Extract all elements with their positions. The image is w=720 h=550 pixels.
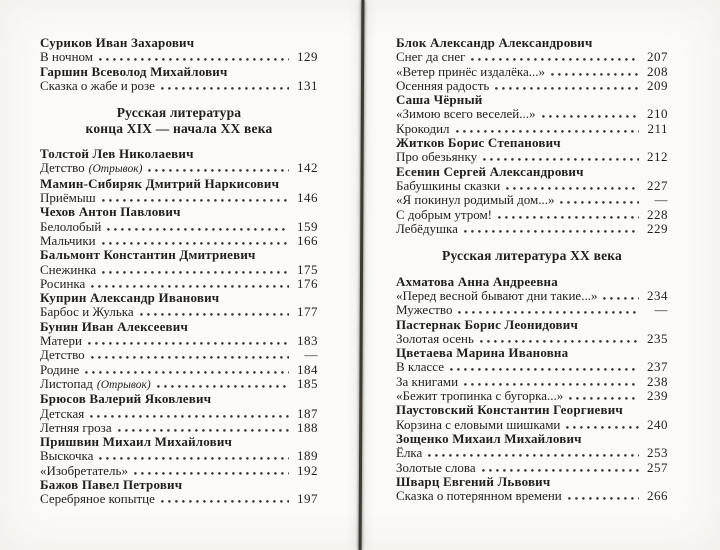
- dot-leader: [560, 201, 639, 204]
- dot-leader: [102, 271, 289, 274]
- right-page-toc: [396, 36, 668, 503]
- toc-entry-row: [396, 489, 668, 503]
- toc-author-row: [396, 165, 668, 179]
- toc-author-row: [396, 93, 668, 107]
- toc-author-row: [396, 36, 668, 50]
- toc-entry-row: [40, 449, 318, 463]
- author-name: Пастернак Борис Леонидович: [396, 316, 578, 332]
- work-title: Выскочка: [40, 448, 94, 464]
- toc-entry-row: [40, 220, 318, 234]
- page-number: 197: [297, 491, 318, 507]
- page-number: 183: [297, 333, 318, 349]
- work-title: «Бежит тропинка с бугорка...»: [396, 388, 564, 404]
- dot-leader: [102, 242, 289, 245]
- toc-entry-row: [396, 208, 668, 222]
- toc-entry-row: [40, 348, 318, 362]
- work-title: Золотые слова: [396, 459, 476, 475]
- work-title: Белолобый: [40, 218, 102, 234]
- toc-entry-row: [40, 334, 318, 348]
- work-title: «Перед весной бывают дни такие...»: [396, 287, 598, 303]
- toc-entry-row: [40, 377, 318, 392]
- author-name: Чехов Антон Павлович: [40, 204, 181, 220]
- toc-author-row: [40, 435, 318, 449]
- work-title: Про обезьянку: [396, 149, 478, 165]
- dot-leader: [91, 285, 289, 288]
- dot-leader: [88, 342, 289, 345]
- work-title: Детство: [40, 347, 85, 363]
- page-number: 187: [297, 405, 318, 421]
- dot-leader: [161, 87, 289, 90]
- toc-author-row: [396, 136, 668, 150]
- toc-entry-row: [40, 50, 318, 64]
- page-number: 207: [647, 49, 668, 65]
- page-number: 228: [647, 206, 668, 222]
- left-page-toc: [40, 36, 318, 507]
- toc-entry-row: [396, 446, 668, 460]
- dot-leader: [134, 472, 289, 475]
- toc-author-row: [40, 248, 318, 262]
- author-name: Пришвин Михаил Михайлович: [40, 434, 233, 450]
- toc-entry-row: [40, 79, 318, 93]
- work-title: Крокодил: [396, 120, 450, 136]
- dot-leader: [482, 469, 639, 472]
- work-title-note: (Отрывок): [88, 163, 143, 176]
- page-number: 142: [297, 160, 318, 176]
- author-name: Блок Александр Александрович: [396, 35, 593, 50]
- toc-entry-row: [40, 407, 318, 421]
- work-title: За книгами: [396, 373, 459, 389]
- work-title: «Ветер принёс издалёка...»: [396, 63, 546, 79]
- page-number: —: [654, 302, 668, 318]
- work-title: Барбос и Жулька: [40, 304, 134, 320]
- toc-entry-row: [396, 122, 668, 136]
- author-name: Бажов Павел Петрович: [40, 477, 183, 493]
- toc-author-row: [396, 432, 668, 446]
- page-number: 257: [647, 459, 668, 475]
- toc-entry-row: [40, 421, 318, 435]
- dot-leader: [542, 115, 640, 118]
- toc-entry-row: [396, 50, 668, 64]
- dot-leader: [140, 313, 289, 316]
- toc-entry-row: [396, 193, 668, 207]
- toc-entry-row: [396, 179, 668, 193]
- work-title: Мальчики: [40, 232, 96, 248]
- toc-entry-row: [396, 79, 668, 93]
- toc-author-row: [40, 291, 318, 305]
- author-name: Толстой Лев Николаевич: [40, 146, 194, 162]
- book-gutter: [359, 0, 365, 550]
- work-title: Снежинка: [40, 261, 97, 277]
- toc-author-row: [396, 346, 668, 360]
- toc-entry-row: [40, 161, 318, 176]
- toc-entry-row: [396, 418, 668, 432]
- work-title: Серебряное копытце: [40, 491, 155, 507]
- work-title: Матери: [40, 333, 82, 349]
- dot-leader: [102, 199, 289, 202]
- toc-entry-row: [396, 107, 668, 121]
- dot-leader: [464, 230, 639, 233]
- author-name: Саша Чёрный: [396, 92, 483, 108]
- toc-author-row: [40, 320, 318, 334]
- page-number: 210: [647, 106, 668, 122]
- toc-author-row: [396, 318, 668, 332]
- toc-author-row: [40, 36, 318, 50]
- work-title: В классе: [396, 359, 444, 375]
- page-number: 129: [297, 49, 318, 65]
- toc-entry-row: [40, 263, 318, 277]
- toc-author-row: [40, 65, 318, 79]
- dot-leader: [483, 158, 639, 161]
- work-title: В ночном: [40, 49, 94, 65]
- dot-leader: [148, 169, 289, 172]
- author-name: Бальмонт Константин Дмитриевич: [40, 247, 256, 263]
- work-title: Снег да снег: [396, 49, 466, 65]
- dot-leader: [458, 311, 639, 314]
- toc-entry-row: [396, 289, 668, 303]
- page-number: 176: [297, 275, 318, 291]
- author-name: Гаршин Всеволод Михайлович: [40, 63, 228, 79]
- author-name: Цветаева Марина Ивановна: [396, 345, 569, 361]
- toc-author-row: [396, 475, 668, 489]
- page-number: 185: [297, 375, 318, 391]
- work-title: Мужество: [396, 302, 453, 318]
- page-number: 234: [647, 287, 668, 303]
- toc-entry-row: [40, 305, 318, 319]
- section-heading-line: Русская литература: [116, 105, 242, 121]
- dot-leader: [85, 371, 289, 374]
- dot-leader: [568, 497, 639, 500]
- author-name: Паустовский Константин Георгиевич: [396, 402, 623, 418]
- work-title: Сказка о жабе и розе: [40, 77, 155, 93]
- page-number: —: [654, 192, 668, 208]
- work-title: «Зимою всего веселей...»: [396, 106, 536, 122]
- toc-entry-row: [396, 150, 668, 164]
- dot-leader: [603, 297, 639, 300]
- toc-entry-row: [396, 375, 668, 389]
- dot-leader: [99, 58, 289, 61]
- page-number: 184: [297, 361, 318, 377]
- dot-leader: [471, 58, 639, 61]
- toc-author-row: [396, 275, 668, 289]
- author-name: Мамин-Сибиряк Дмитрий Наркисович: [40, 175, 280, 191]
- toc-entry-row: [396, 303, 668, 317]
- page-number: 159: [297, 218, 318, 234]
- dot-leader: [551, 73, 639, 76]
- work-title: Росинка: [40, 275, 86, 291]
- author-name: Есенин Сергей Александрович: [396, 163, 584, 179]
- toc-entry-row: [40, 277, 318, 291]
- toc-author-row: [40, 392, 318, 406]
- toc-entry-row: [40, 464, 318, 478]
- work-title: Листопад: [40, 375, 93, 391]
- work-title: Золотая осень: [396, 330, 474, 346]
- author-name: Шварц Евгений Львович: [396, 473, 551, 489]
- page-number: 175: [297, 261, 318, 277]
- work-title: «Я покинул родимый дом...»: [396, 192, 555, 208]
- dot-leader: [498, 216, 639, 219]
- author-name: Куприн Александр Иванович: [40, 290, 220, 306]
- page-number: 189: [297, 448, 318, 464]
- dot-leader: [506, 187, 639, 190]
- toc-entry-row: [396, 389, 668, 403]
- work-title: Лебёдушка: [396, 220, 458, 236]
- author-name: Зощенко Михаил Михайлович: [396, 430, 582, 446]
- dot-leader: [161, 500, 289, 503]
- page-number: 212: [647, 149, 668, 165]
- page-number: 177: [297, 304, 318, 320]
- toc-author-row: [40, 147, 318, 161]
- work-title: Ёлка: [396, 445, 423, 461]
- author-name: Ахматова Анна Андреевна: [396, 273, 558, 289]
- dot-leader: [464, 383, 639, 386]
- section-heading-line: Русская литература XX века: [442, 248, 622, 264]
- page-number: 237: [647, 359, 668, 375]
- page-number: 235: [647, 330, 668, 346]
- work-title: С добрым утром!: [396, 206, 493, 222]
- dot-leader: [450, 368, 639, 371]
- toc-author-row: [40, 478, 318, 492]
- work-title: Приёмыш: [40, 190, 96, 206]
- work-title: Бабушкины сказки: [396, 177, 501, 193]
- toc-author-row: [40, 177, 318, 191]
- page-number: 146: [297, 190, 318, 206]
- toc-entry-row: [40, 191, 318, 205]
- page-number: 227: [647, 177, 668, 193]
- dot-leader: [569, 397, 639, 400]
- work-title: Корзина с еловыми шишками: [396, 416, 561, 432]
- section-heading: [40, 105, 318, 136]
- page-number: 192: [297, 462, 318, 478]
- dot-leader: [99, 457, 289, 460]
- work-title-note: (Отрывок): [96, 378, 151, 391]
- section-heading: [396, 248, 668, 264]
- page-number: 253: [647, 445, 668, 461]
- work-title: Осенняя радость: [396, 77, 490, 93]
- page-number: 229: [647, 220, 668, 236]
- page-number: 211: [647, 120, 668, 136]
- toc-entry-row: [396, 332, 668, 346]
- dot-leader: [566, 426, 639, 429]
- work-title: Родине: [40, 361, 80, 377]
- work-title: «Изобретатель»: [40, 462, 128, 478]
- toc-entry-row: [40, 492, 318, 506]
- toc-entry-row: [396, 360, 668, 374]
- work-title: Сказка о потерянном времени: [396, 488, 562, 504]
- dot-leader: [456, 130, 639, 133]
- page-number: 208: [647, 63, 668, 79]
- page-number: 239: [647, 388, 668, 404]
- toc-entry-row: [396, 222, 668, 236]
- section-heading-line: конца XIX — начала XX века: [85, 120, 273, 136]
- author-name: Житков Борис Степанович: [396, 135, 561, 151]
- dot-leader: [107, 228, 289, 231]
- toc-entry-row: [40, 363, 318, 377]
- author-name: Бунин Иван Алексеевич: [40, 318, 188, 334]
- page-number: 166: [297, 232, 318, 248]
- page-number: —: [304, 347, 318, 363]
- work-title: Детство: [40, 160, 85, 176]
- dot-leader: [118, 429, 289, 432]
- page-number: 188: [297, 419, 318, 435]
- dot-leader: [90, 415, 289, 418]
- dot-leader: [495, 87, 639, 90]
- page-number: 266: [647, 488, 668, 504]
- dot-leader: [157, 385, 289, 388]
- dot-leader: [91, 356, 289, 359]
- toc-author-row: [396, 403, 668, 417]
- toc-entry-row: [396, 65, 668, 79]
- toc-entry-row: [40, 234, 318, 248]
- page-number: 240: [647, 416, 668, 432]
- toc-author-row: [40, 205, 318, 219]
- page-number: 238: [647, 373, 668, 389]
- page-number: 209: [647, 77, 668, 93]
- work-title: Детская: [40, 405, 85, 421]
- page-number: 131: [297, 77, 318, 93]
- dot-leader: [480, 340, 639, 343]
- author-name: Суриков Иван Захарович: [40, 35, 195, 50]
- dot-leader: [428, 454, 639, 457]
- author-name: Брюсов Валерий Яковлевич: [40, 391, 212, 407]
- work-title: Летняя гроза: [40, 419, 112, 435]
- toc-entry-row: [396, 461, 668, 475]
